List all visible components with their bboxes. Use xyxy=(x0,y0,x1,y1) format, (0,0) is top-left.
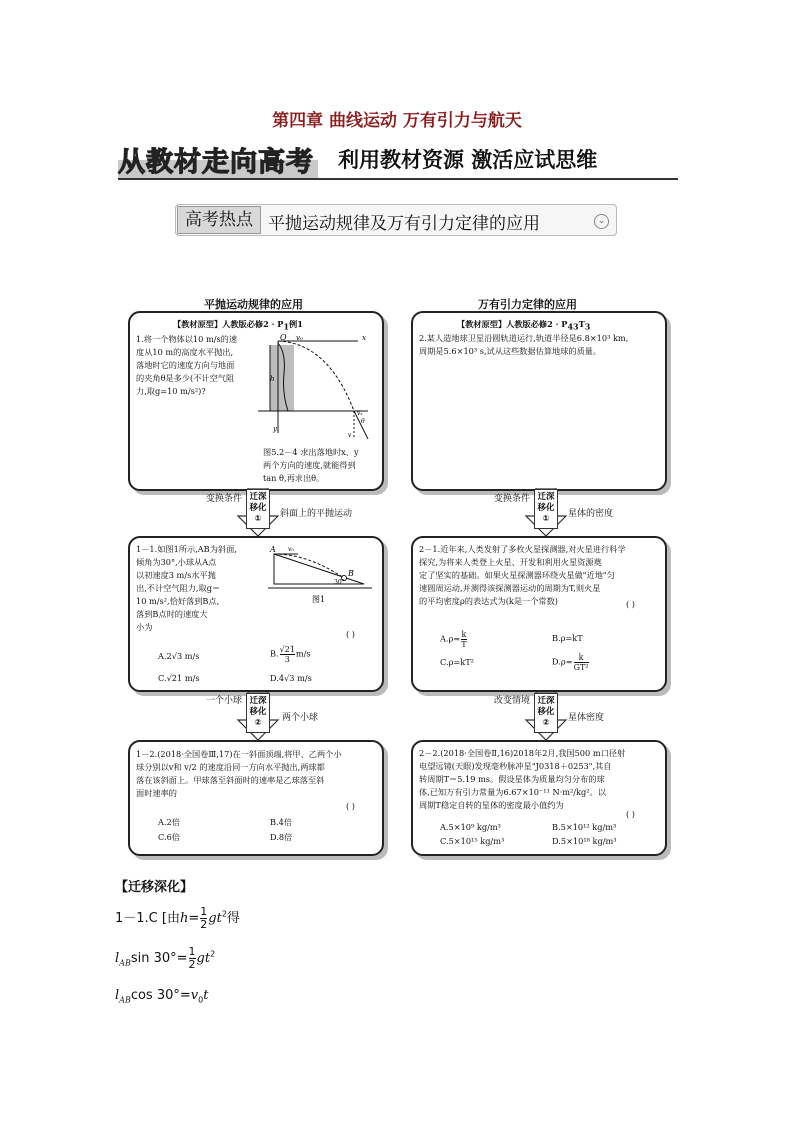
answer-line-2: $l_{AB}\sin$ 30°= $\frac{1}{2}$ $gt^2$ xyxy=(115,945,216,971)
left-origin-text: 1.将一个物体以10 m/s的速 度从10 m的高度水平抛出, 落地时它的速度方向与地面 的夹角θ是多少(不计空气阻 力,取g=10 m/s²)? xyxy=(136,334,238,396)
q11-optB[interactable]: B. $\frac{√21}{3}$ m/s xyxy=(270,645,311,664)
right-arrow2-right: 星体密度 xyxy=(568,713,605,723)
incline-figure xyxy=(268,540,372,606)
label-O: O xyxy=(280,333,287,342)
banner-divider xyxy=(118,178,678,180)
left-arrow2-badge: 迁深 移化 ② xyxy=(246,693,270,733)
right-origin-tag: 【教材原型】人教版必修$2 \cdot P_{43}T_3$ xyxy=(457,319,591,332)
q21-optD[interactable]: D.ρ= $\frac{k}{\text{GT²}}$ xyxy=(552,653,589,672)
right-arrow1-label: 变换条件 xyxy=(494,494,531,504)
q11-text: 1－1.如图1所示,AB为斜面, 倾角为30°,小球从A点 以初速度3 m/s水平抛 出,不计空气阻力,取g＝ 10 m/s²,恰好落到B点, 落到B点时的速度大 小为 xyxy=(136,544,237,632)
q22-optB[interactable]: B.5×10¹² kg/m³ xyxy=(552,822,617,832)
hotspot-title: 平抛运动规律及万有引力定律的应用 xyxy=(268,214,540,234)
q21-optA[interactable]: A.ρ= $\frac{k}{T}$ xyxy=(440,630,467,649)
q21-paren: ( ) xyxy=(626,599,635,609)
answers-heading: 【迁移深化】 xyxy=(115,880,194,895)
right-origin-text: 2.某人造地球卫星沿圆轨道运行,轨道半径是6.8×10³ km, 周期是5.6×10³ s,试从这些数据估算地球的质量。 xyxy=(419,333,629,356)
answer-line-1: 1－1.C [由h= $\frac{1}{2}$ $gt^2$得 xyxy=(115,905,240,931)
q22-paren: ( ) xyxy=(626,809,635,819)
q22-optD[interactable]: D.5×10¹⁸ kg/m³ xyxy=(552,836,617,846)
q11-optA[interactable]: A.2√3 m/s xyxy=(158,651,200,661)
q21-optC[interactable]: C.ρ=kT² xyxy=(440,657,474,667)
right-arrow1-badge: 迁深 移化 ① xyxy=(534,489,558,529)
q12-optB[interactable]: B.4倍 xyxy=(270,817,293,827)
label-x: x xyxy=(362,334,366,342)
left-origin-caption: 图5.2－4 求出落地时x、y 两个方向的速度,就能得到 tan θ,再求出θ。 xyxy=(263,447,359,483)
label-h: h xyxy=(270,375,275,383)
label-v0-incline: v₀ xyxy=(288,546,294,553)
left-arrow2-right: 两个小球 xyxy=(282,713,319,723)
label-vx: vₓ xyxy=(357,410,363,417)
right-arrow1-right: 星体的密度 xyxy=(568,509,614,519)
q22-text: 2－2.(2018·全国卷Ⅱ,16)2018年2月,我国500 m口径射 电望远镜(天眼)发现毫秒脉冲星"J0318＋0253",其自 转周期T＝5.19 ms。假设星体为质量均匀分布的球 体,已知万有引力常量为6.67×10⁻¹¹ N·m²/kg²。以 周期T稳定自转的星体的密度最小值约为 xyxy=(419,748,626,810)
chevron-down-icon[interactable]: ⌄ xyxy=(594,214,609,229)
right-arrow2-label: 改变情境 xyxy=(494,696,531,706)
label-y: y xyxy=(273,425,277,433)
q22-optA[interactable]: A.5×10⁹ kg/m³ xyxy=(440,822,501,832)
q11-optD[interactable]: D.4√3 m/s xyxy=(270,673,312,683)
label-angle: 30° xyxy=(334,579,345,586)
left-origin-tag: 【教材原型】人教版必修$2 \cdot P_1$例1 xyxy=(173,319,303,332)
right-column-title: 万有引力定律的应用 xyxy=(478,298,577,311)
left-arrow1-badge: 迁深 移化 ① xyxy=(246,489,270,529)
left-arrow1-right: 斜面上的平抛运动 xyxy=(280,509,353,519)
chapter-title: 第四章 曲线运动 万有引力与航天 xyxy=(272,111,522,131)
q12-optD[interactable]: D.8倍 xyxy=(270,832,293,842)
q12-optC[interactable]: C.6倍 xyxy=(158,832,180,842)
answer-line-3: $l_{AB}\cos$ $30^\circ=v_0t$ xyxy=(115,988,209,1005)
q12-optA[interactable]: A.2倍 xyxy=(158,817,180,827)
q11-optC[interactable]: C.√21 m/s xyxy=(158,673,200,683)
projectile-figure xyxy=(258,333,376,445)
q12-paren: ( ) xyxy=(346,801,355,811)
right-arrow2-badge: 迁深 移化 ② xyxy=(534,693,558,733)
q12-text: 1－2.(2018·全国卷Ⅲ,17)在一斜面顶端,将甲、乙两个小 球分别以v和 v/2 的速度沿同一方向水平抛出,两球都 落在该斜面上。甲球落至斜面时的速率是乙球落至斜 面时速率的 xyxy=(136,749,342,798)
banner-main: 从教材走向高考 xyxy=(118,147,314,178)
left-column-title: 平抛运动规律的应用 xyxy=(204,298,303,311)
q11-paren: ( ) xyxy=(346,629,355,639)
label-v0: v₀ xyxy=(296,334,303,342)
label-B: B xyxy=(348,569,354,578)
left-arrow1-label: 变换条件 xyxy=(206,494,243,504)
left-arrow2-label: 一个小球 xyxy=(206,696,243,706)
banner-subtitle: 利用教材资源 激活应试思维 xyxy=(338,147,598,172)
q21-optB[interactable]: B.ρ=kT xyxy=(552,633,583,643)
label-vy: v xyxy=(348,432,352,439)
label-theta: θ xyxy=(361,418,365,425)
incline-caption: 图1 xyxy=(312,595,326,604)
label-A: A xyxy=(270,545,276,554)
hotspot-tag: 高考热点 xyxy=(177,206,261,234)
q21-text: 2－1.近年来,人类发射了多枚火星探测器,对火星进行科学 探究,为将来人类登上火星、开发和利用火星资源奠 定了坚实的基础。如果火星探测器环绕火星做"近地"匀 速圆周运动,并测得该探测器运动的周期为T,则火星 的平均密度ρ的表达式为(k是一个常数) xyxy=(419,544,626,606)
q22-optC[interactable]: C.5×10¹⁵ kg/m³ xyxy=(440,836,505,846)
